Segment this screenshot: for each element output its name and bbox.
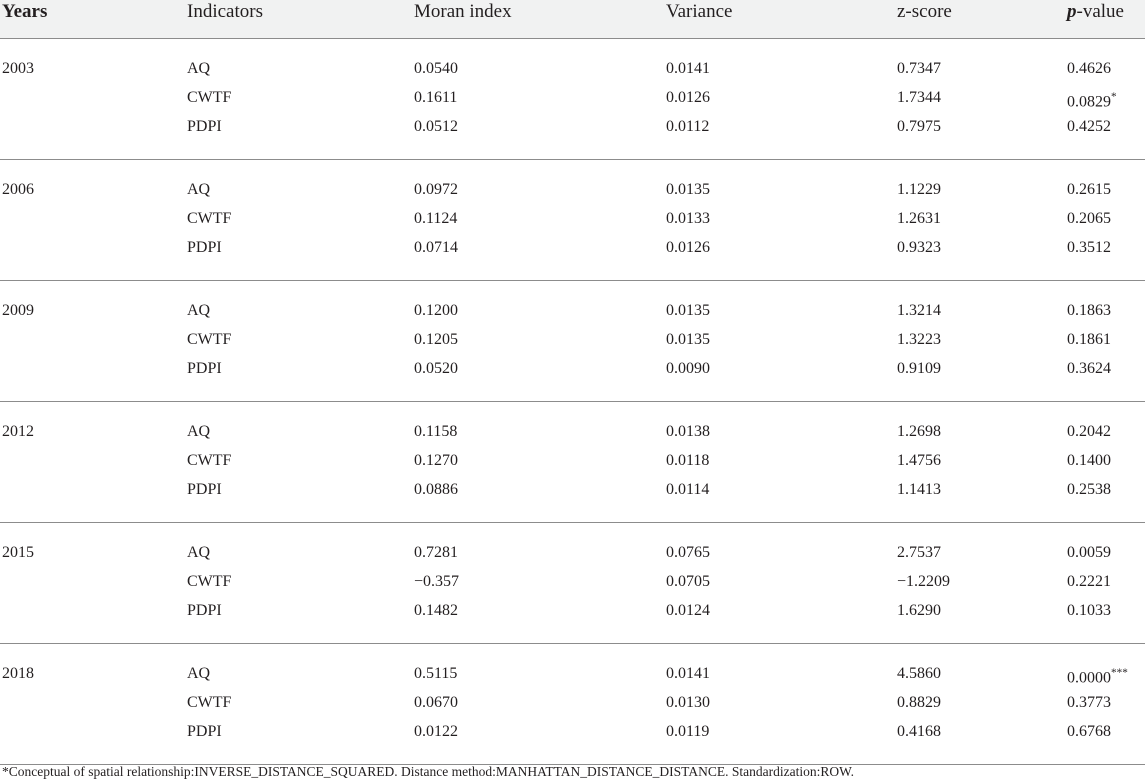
z-score-cell: 0.4168 (897, 723, 941, 740)
z-score-cell: −1.2209 (897, 573, 951, 590)
moran-index-cell: 0.0540 (414, 60, 458, 77)
variance-cell: 0.0114 (666, 481, 710, 498)
moran-index-cell: 0.0520 (414, 360, 458, 377)
p-value-cell (1067, 596, 1111, 625)
p-value-cell (1067, 204, 1111, 233)
table-row (0, 688, 1145, 717)
table-row (0, 175, 1145, 204)
moran-index-cell: 0.1482 (414, 602, 458, 619)
variance-cell: 0.0130 (666, 694, 710, 711)
year-group (0, 39, 1145, 160)
table-row (0, 475, 1145, 504)
header-p-value: p-value (1067, 1, 1124, 22)
p-value-number: 0.0059 (1067, 544, 1111, 561)
z-score-cell: 4.5860 (897, 665, 941, 682)
table-row (0, 538, 1145, 567)
table-body (0, 39, 1145, 765)
header-z-score: z-score (897, 1, 952, 22)
z-score-cell: 1.2698 (897, 423, 941, 440)
indicator-cell: PDPI (187, 360, 222, 377)
year-group (0, 523, 1145, 644)
table-row (0, 354, 1145, 383)
header-indicators: Indicators (187, 1, 263, 22)
z-score-cell: 1.7344 (897, 89, 941, 106)
p-value-number: 0.4252 (1067, 118, 1111, 135)
moran-index-cell: 0.7281 (414, 544, 458, 561)
significance-marker: *** (1111, 667, 1128, 679)
p-value-cell (1067, 296, 1111, 325)
variance-cell: 0.0141 (666, 60, 710, 77)
p-value-cell (1067, 688, 1111, 717)
year-cell: 2018 (2, 665, 34, 682)
indicator-cell: PDPI (187, 723, 222, 740)
variance-cell: 0.0135 (666, 181, 710, 198)
variance-cell: 0.0119 (666, 723, 710, 740)
indicator-cell: CWTF (187, 210, 232, 227)
indicator-cell: CWTF (187, 331, 232, 348)
variance-cell: 0.0765 (666, 544, 710, 561)
p-value-number: 0.3773 (1067, 694, 1111, 711)
header-years: Years (2, 1, 48, 22)
variance-cell: 0.0141 (666, 665, 710, 682)
variance-cell: 0.0118 (666, 452, 710, 469)
p-value-number: 0.1861 (1067, 331, 1111, 348)
year-cell: 2009 (2, 302, 34, 319)
p-value-number: 0.6768 (1067, 723, 1111, 740)
z-score-cell: 1.4756 (897, 452, 941, 469)
z-score-cell: 1.1229 (897, 181, 941, 198)
variance-cell: 0.0133 (666, 210, 710, 227)
year-cell: 2012 (2, 423, 34, 440)
p-value-cell (1067, 475, 1111, 504)
p-value-cell (1067, 567, 1111, 596)
p-value-cell (1067, 538, 1111, 567)
year-group (0, 281, 1145, 402)
p-value-number: 0.2221 (1067, 573, 1111, 590)
z-score-cell: 1.6290 (897, 602, 941, 619)
variance-cell: 0.0135 (666, 302, 710, 319)
indicator-cell: AQ (187, 544, 211, 561)
significance-marker: * (1111, 91, 1117, 103)
moran-index-cell: 0.1205 (414, 331, 458, 348)
moran-index-cell: 0.1611 (414, 89, 458, 106)
variance-cell: 0.0124 (666, 602, 710, 619)
moran-index-cell: −0.357 (414, 573, 460, 590)
indicator-cell: PDPI (187, 481, 222, 498)
p-value-number: 0.4626 (1067, 60, 1111, 77)
moran-index-cell: 0.1158 (414, 423, 458, 440)
year-group (0, 644, 1145, 765)
header-variance: Variance (666, 1, 733, 22)
p-value-cell (1067, 354, 1111, 383)
table-row (0, 717, 1145, 746)
moran-index-cell: 0.0670 (414, 694, 458, 711)
table-row (0, 204, 1145, 233)
table-row (0, 446, 1145, 475)
variance-cell: 0.0126 (666, 89, 710, 106)
p-value-number: 0.1400 (1067, 452, 1111, 469)
p-value-cell (1067, 233, 1111, 262)
moran-index-cell: 0.0886 (414, 481, 458, 498)
table-row (0, 567, 1145, 596)
z-score-cell: 2.7537 (897, 544, 941, 561)
p-value-number: 0.2538 (1067, 481, 1111, 498)
moran-index-cell: 0.0122 (414, 723, 458, 740)
moran-index-cell: 0.0714 (414, 239, 458, 256)
indicator-cell: PDPI (187, 118, 222, 135)
variance-cell: 0.0705 (666, 573, 710, 590)
indicator-cell: CWTF (187, 694, 232, 711)
indicator-cell: PDPI (187, 239, 222, 256)
year-cell: 2015 (2, 544, 34, 561)
indicator-cell: CWTF (187, 573, 232, 590)
variance-cell: 0.0138 (666, 423, 710, 440)
p-value-number: 0.3512 (1067, 239, 1111, 256)
z-score-cell: 0.7347 (897, 60, 941, 77)
table-row (0, 325, 1145, 354)
table-row (0, 112, 1145, 141)
year-cell: 2003 (2, 60, 34, 77)
p-value-cell (1067, 54, 1111, 83)
p-value-cell (1067, 112, 1111, 141)
year-group (0, 160, 1145, 281)
indicator-cell: AQ (187, 302, 211, 319)
p-value-cell (1067, 446, 1111, 475)
indicator-cell: CWTF (187, 452, 232, 469)
table-row (0, 417, 1145, 446)
year-group (0, 402, 1145, 523)
indicator-cell: AQ (187, 665, 211, 682)
z-score-cell: 1.1413 (897, 481, 941, 498)
variance-cell: 0.0135 (666, 331, 710, 348)
p-value-number: 0.1033 (1067, 602, 1111, 619)
indicator-cell: AQ (187, 423, 211, 440)
z-score-cell: 0.8829 (897, 694, 941, 711)
indicator-cell: AQ (187, 60, 211, 77)
moran-index-cell: 0.1270 (414, 452, 458, 469)
variance-cell: 0.0112 (666, 118, 710, 135)
p-value-number: 0.2065 (1067, 210, 1111, 227)
table-row (0, 296, 1145, 325)
table-row (0, 54, 1145, 83)
z-score-cell: 0.9109 (897, 360, 941, 377)
moran-index-cell: 0.5115 (414, 665, 458, 682)
table-footnote: *Conceptual of spatial relationship:INVERSE_DISTANCE_SQUARED. Distance method:MANHATTAN_DISTANCE_DISTANCE. Standardization:ROW. (2, 764, 854, 779)
moran-index-cell: 0.1200 (414, 302, 458, 319)
indicator-cell: PDPI (187, 602, 222, 619)
p-value-number: 0.0000 (1067, 669, 1111, 687)
indicator-cell: CWTF (187, 89, 232, 106)
year-cell: 2006 (2, 181, 34, 198)
z-score-cell: 0.9323 (897, 239, 941, 256)
indicator-cell: AQ (187, 181, 211, 198)
moran-index-cell: 0.0512 (414, 118, 458, 135)
p-value-number: 0.2042 (1067, 423, 1111, 440)
p-value-cell (1067, 175, 1111, 204)
variance-cell: 0.0090 (666, 360, 710, 377)
z-score-cell: 1.2631 (897, 210, 941, 227)
p-value-number: 0.0829 (1067, 93, 1111, 111)
table-row (0, 596, 1145, 625)
z-score-cell: 0.7975 (897, 118, 941, 135)
z-score-cell: 1.3214 (897, 302, 941, 319)
table-row (0, 659, 1145, 688)
p-value-number: 0.2615 (1067, 181, 1111, 198)
table-header (0, 0, 1145, 39)
p-value-cell (1067, 325, 1111, 354)
p-value-cell (1067, 717, 1111, 746)
moran-index-cell: 0.0972 (414, 181, 458, 198)
table-row (0, 233, 1145, 262)
header-moran-index: Moran index (414, 1, 512, 22)
moran-index-cell: 0.1124 (414, 210, 458, 227)
p-value-number: 0.1863 (1067, 302, 1111, 319)
table-row (0, 83, 1145, 112)
variance-cell: 0.0126 (666, 239, 710, 256)
p-value-cell (1067, 417, 1111, 446)
p-value-number: 0.3624 (1067, 360, 1111, 377)
z-score-cell: 1.3223 (897, 331, 941, 348)
